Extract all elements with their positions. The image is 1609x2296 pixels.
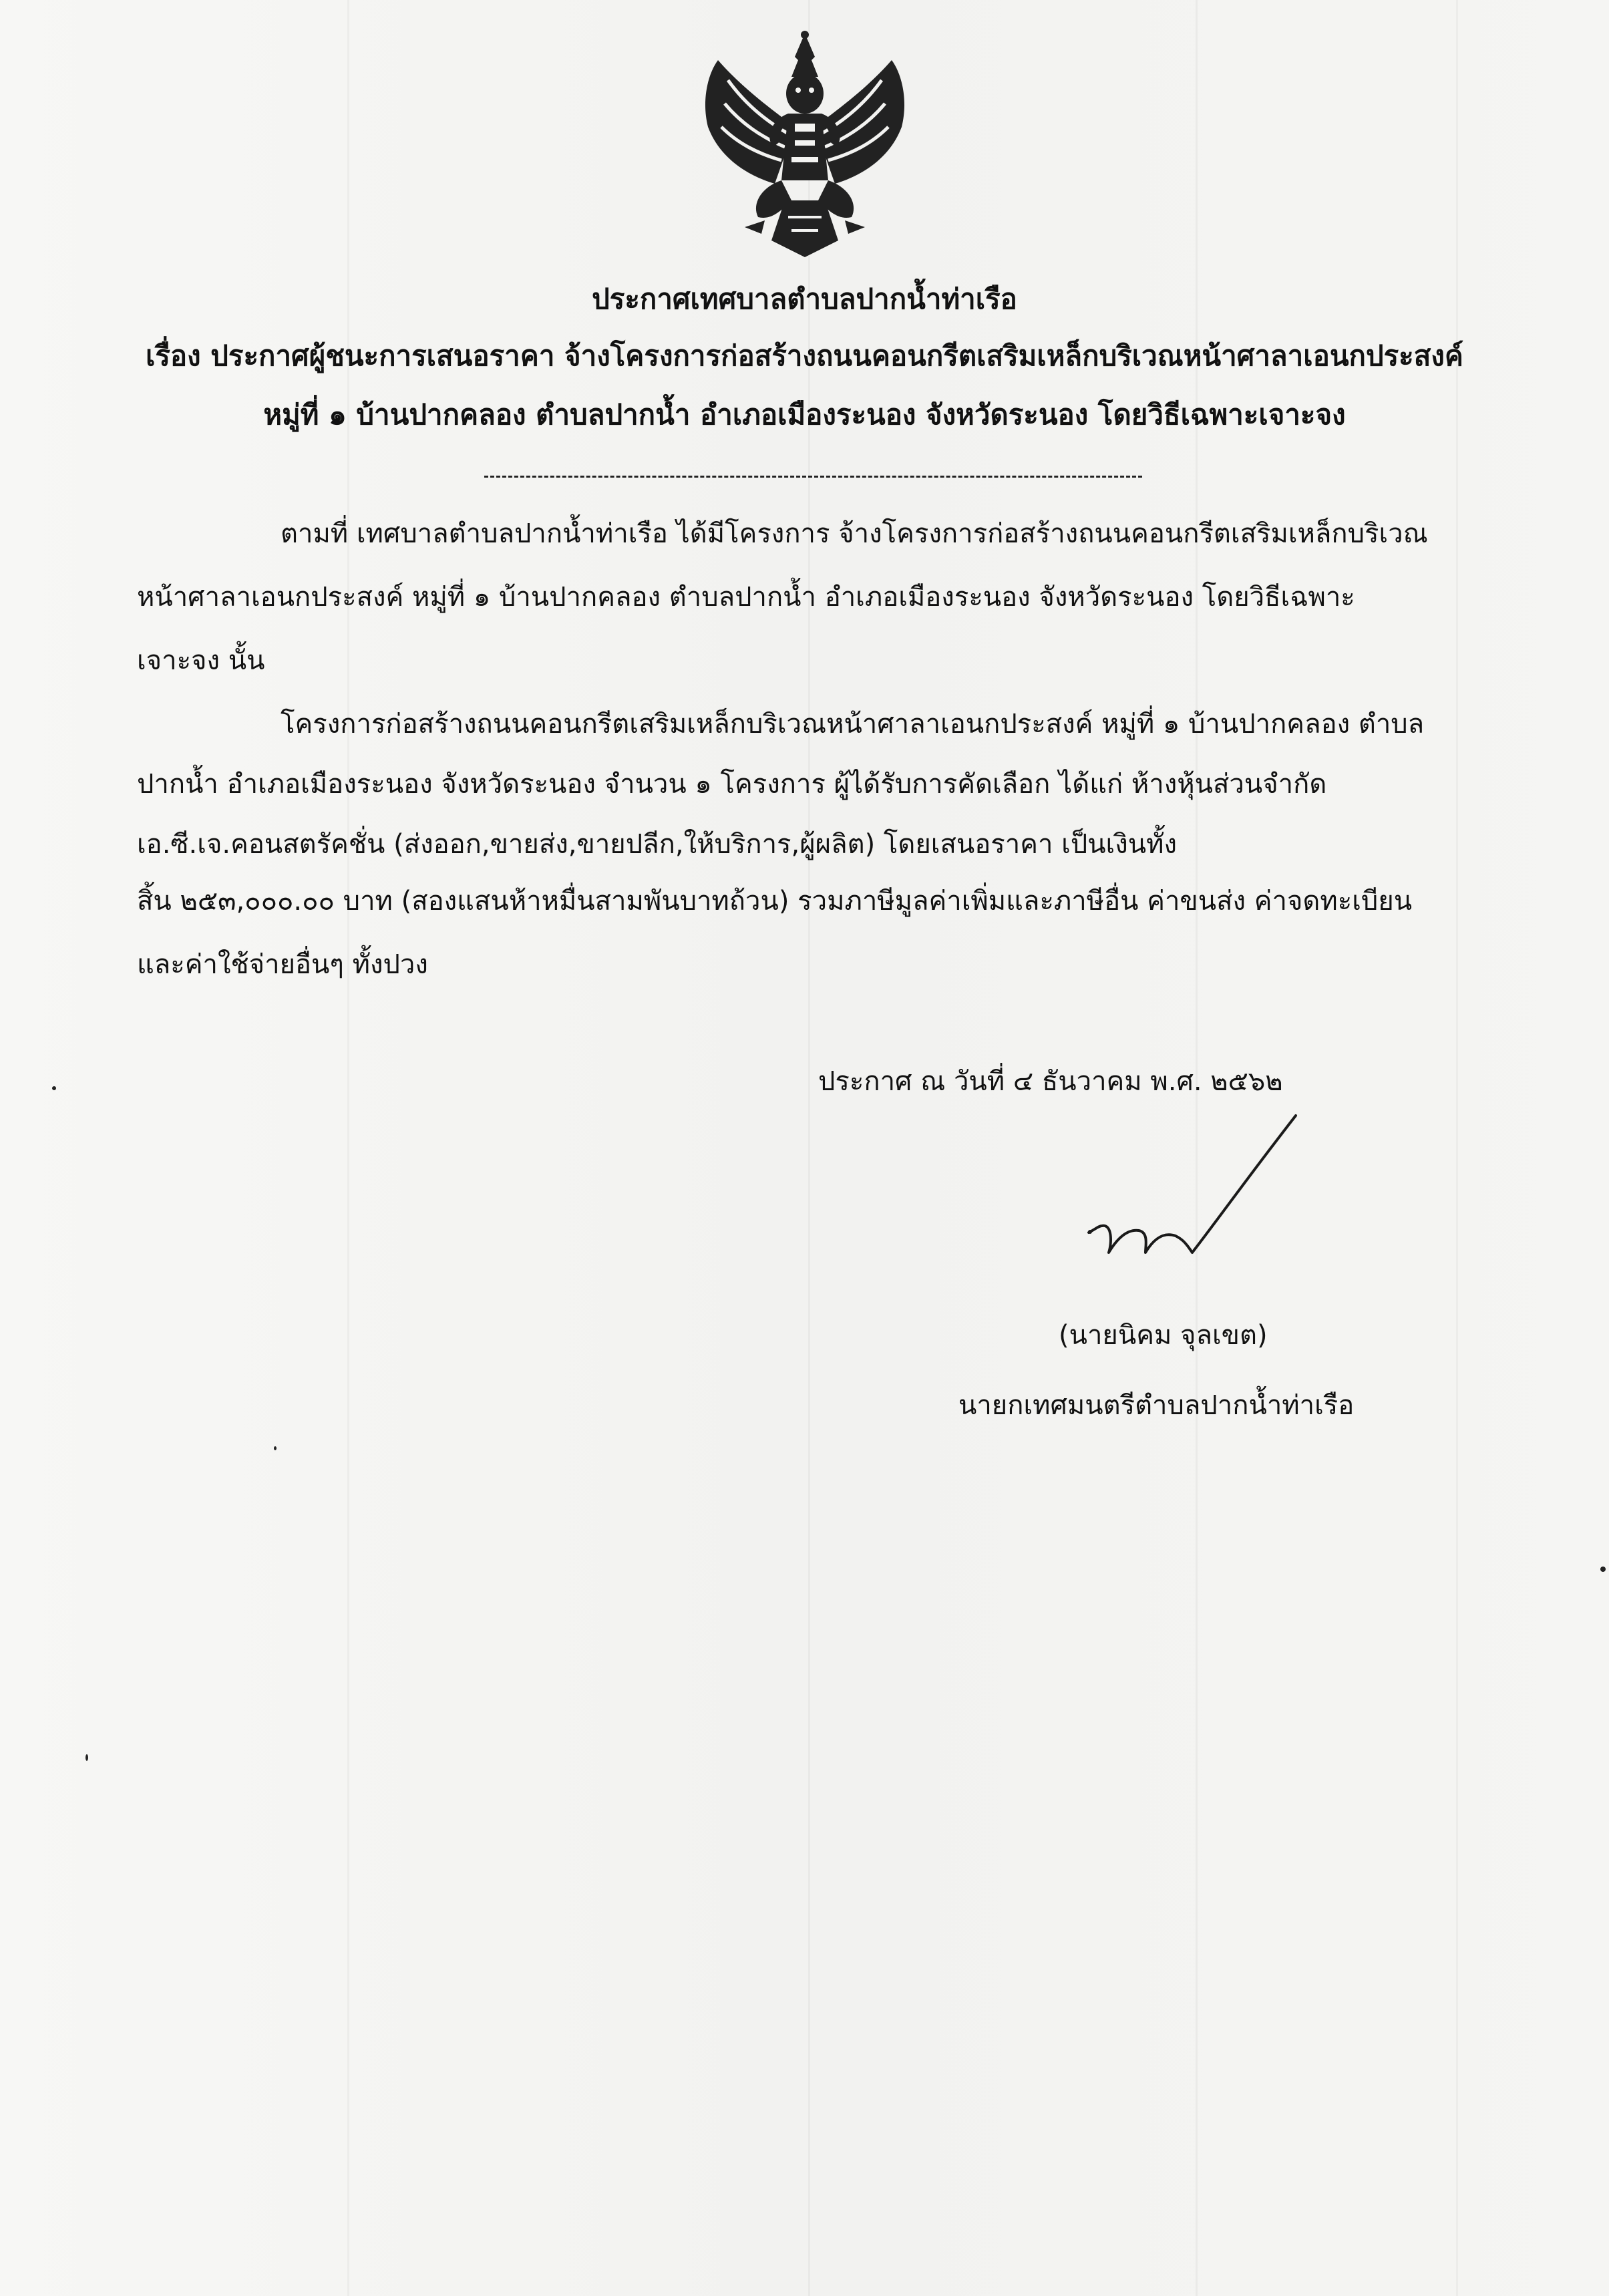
- dashed-separator: [484, 476, 1142, 478]
- signer-name: (นายนิคม จุลเขต): [1059, 1320, 1268, 1351]
- announcement-title: ประกาศเทศบาลตำบลปากน้ำท่าเรือ: [592, 283, 1017, 315]
- paragraph-2-line-3: เอ.ซี.เจ.คอนสตรัคชั่น (ส่งออก,ขายส่ง,ขายปลีก,ให้บริการ,ผู้ผลิต) โดยเสนอราคา เป็นเงินทั้ง: [137, 829, 1177, 860]
- paragraph-2-line-5: และค่าใช้จ่ายอื่นๆ ทั้งปวง: [137, 949, 428, 980]
- scan-speck: [274, 1446, 277, 1450]
- paragraph-1-line-2: หน้าศาลาเอนกประสงค์ หมู่ที่ ๑ บ้านปากคลอง ตำบลปากน้ำ อำเภอเมืองระนอง จังหวัดระนอง โดยวิธีเฉพาะ: [137, 582, 1355, 613]
- scan-speck: [1600, 1567, 1606, 1572]
- paragraph-1-line-1: ตามที่ เทศบาลตำบลปากน้ำท่าเรือ ได้มีโครงการ จ้างโครงการก่อสร้างถนนคอนกรีตเสริมเหล็กบริเวณ: [281, 518, 1428, 549]
- subject-line-2: หมู่ที่ ๑ บ้านปากคลอง ตำบลปากน้ำ อำเภอเมืองระนอง จังหวัดระนอง โดยวิธีเฉพาะเจาะจง: [263, 398, 1346, 431]
- paragraph-1-line-3: เจาะจง นั้น: [137, 645, 265, 676]
- paragraph-2-line-1: โครงการก่อสร้างถนนคอนกรีตเสริมเหล็กบริเวณหน้าศาลาเอนกประสงค์ หมู่ที่ ๑ บ้านปากคลอง ตำบล: [281, 709, 1425, 740]
- scan-speck: [85, 1754, 88, 1761]
- handwritten-signature-icon: [1082, 1109, 1349, 1309]
- paragraph-2-line-4: สิ้น ๒๕๓,๐๐๐.๐๐ บาท (สองแสนห้าหมื่นสามพันบาทถ้วน) รวมภาษีมูลค่าเพิ่มและภาษีอื่น ค่าขนส่ง ค่าจดทะเบียน: [137, 886, 1413, 917]
- subject-line-1: เรื่อง ประกาศผู้ชนะการเสนอราคา จ้างโครงการก่อสร้างถนนคอนกรีตเสริมเหล็กบริเวณหน้าศาลาเอนกประสงค์: [146, 339, 1463, 372]
- announcement-date: ประกาศ ณ วันที่ ๔ ธันวาคม พ.ศ. ๒๕๖๒: [818, 1066, 1283, 1097]
- scan-speck: [52, 1086, 56, 1090]
- paragraph-2-line-2: ปากน้ำ อำเภอเมืองระนอง จังหวัดระนอง จำนวน ๑ โครงการ ผู้ได้รับการคัดเลือก ได้แก่ ห้างหุ้นส่วนจำกัด: [137, 769, 1327, 800]
- garuda-emblem-icon: [695, 27, 915, 264]
- signer-title: นายกเทศมนตรีตำบลปากน้ำท่าเรือ: [958, 1390, 1355, 1421]
